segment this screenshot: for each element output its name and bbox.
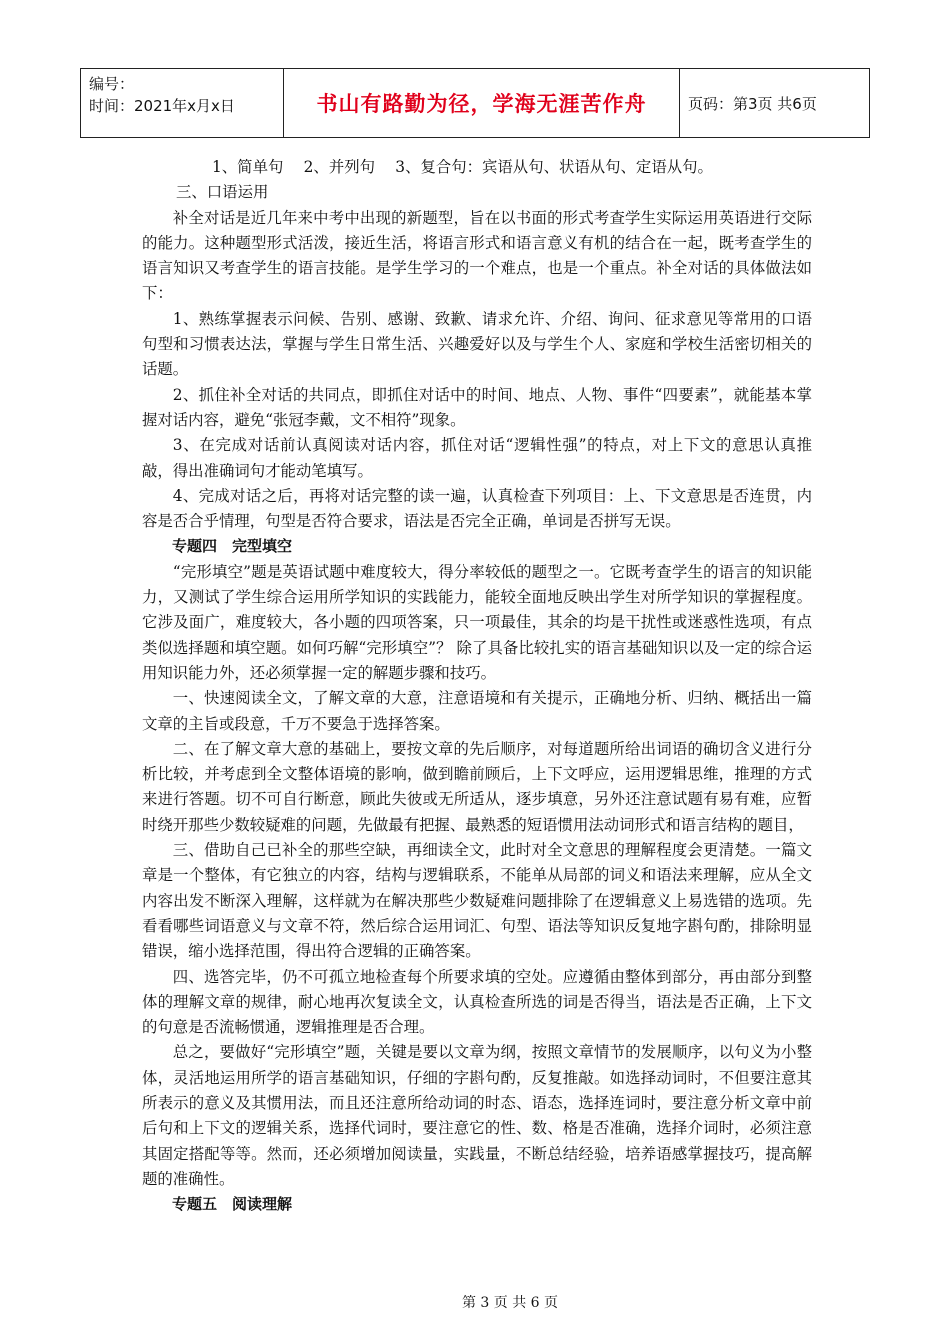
header-motto-cell bbox=[284, 69, 680, 137]
paragraph-cloze-step-1: 一、快速阅读全文，了解文章的大意，注意语境和有关提示，正确地分析、归纳、概括出一篇文章的主旨或段意，千万不要急于选择答案。 bbox=[142, 689, 812, 733]
topic-5-heading: 专题五 阅读理解 bbox=[172, 1195, 293, 1214]
section-title-spoken-english: 三、口语运用 bbox=[176, 183, 269, 202]
header-motto: 书山有路勤为径，学海无涯苦作舟 bbox=[316, 92, 647, 116]
header-meta bbox=[81, 69, 284, 137]
paragraph-cloze-step-4: 四、选答完毕，仍不可孤立地检查每个所要求填的空处。应遵循由整体到部分，再由部分到整体的理解文章的规律，耐心地再次复读全文，认真检查所选的词是否得当，语法是否正确，上下文的句意是否流畅惯通，逻辑推理是否合理。 bbox=[142, 967, 812, 1037]
topic-4-heading: 专题四 完型填空 bbox=[172, 537, 293, 556]
header-page-label: 页码：第3页 共6页 bbox=[688, 94, 817, 113]
paragraph-dialogue-tip-1: 1、熟练掌握表示问候、告别、感谢、致歉、请求允许、介绍、询问、征求意见等常用的口语句型和习惯表达法，掌握与学生日常生活、兴趣爱好以及与学生个人、家庭和学校生活密切相关的话题。 bbox=[142, 309, 812, 379]
page-footer: 第 3 页 共 6 页 bbox=[461, 1295, 559, 1311]
sentence-types-line: 1、简单句 2、并列句 3、复合句：宾语从句、状语从句、定语从句。 bbox=[212, 158, 713, 176]
paragraph-cloze-step-2: 二、在了解文章大意的基础上，要按文章的先后顺序，对每道题所给出词语的确切含义进行分析比较，并考虑到全文整体语境的影响，做到瞻前顾后，上下文呼应，运用逻辑思维，推理的方式来进行答题。切不可自行断意，顾此失彼或无所适从，逐步填意，另外还注意试题有易有难，应暂时绕开那些少数较疑难的问题，先做最有把握、最熟悉的短语惯用法动词形式和语言结构的题目， bbox=[142, 739, 812, 834]
document-header bbox=[80, 68, 870, 138]
paragraph-dialogue-tip-2: 2、抓住补全对话的共同点，即抓住对话中的时间、地点、人物、事件“四要素”，就能基本掌握对话内容，避免“张冠李戴，文不相符”现象。 bbox=[142, 385, 812, 429]
header-page-cell bbox=[680, 69, 869, 137]
paragraph-dialogue-tip-4: 4、完成对话之后，再将对话完整的读一遍，认真检查下列项目：上、下文意思是否连贯，内容是否合乎情理，句型是否符合要求，语法是否完全正确，单词是否拼写无误。 bbox=[142, 486, 812, 531]
paragraph-cloze-step-3: 三、借助自己已补全的那些空缺，再细读全文，此时对全文意思的理解程度会更清楚。一篇文章是一个整体，有它独立的内容，结构与逻辑联系，不能单从局部的词义和语法来理解，应从全文内容出发不断深入理解，这样就为在解决那些少数疑难问题排除了在逻辑意义上易选错的选项。先看看哪些词语意义与文章不符，然后综合运用词汇、句型、语法等知识反复地字斟句酌，排除明显错误，缩小选择范围，得出符合逻辑的正确答案。 bbox=[142, 841, 812, 961]
paragraph-dialogue-intro: 补全对话是近几年来中考中出现的新题型，旨在以书面的形式考查学生实际运用英语进行交际的能力。这种题型形式活泼，接近生活，将语言形式和语言意义有机的结合在一起，既考查学生的语言知识又考查学生的语言技能。是学生学习的一个难点，也是一个重点。补全对话的具体做法如下： bbox=[142, 208, 812, 303]
doc-time-label: 时间：2021年x月x日 bbox=[89, 97, 235, 115]
paragraph-dialogue-tip-3: 3、在完成对话前认真阅读对话内容，抓住对话“逻辑性强”的特点，对上下文的意思认真推敲，得出准确词句才能动笔填写。 bbox=[142, 436, 812, 480]
paragraph-cloze-intro: “完形填空”题是英语试题中难度较大，得分率较低的题型之一。它既考查学生的语言的知识能力，又测试了学生综合运用所学知识的实践能力，能较全面地反映出学生对所学知识的掌握程度。它涉及面广，难度较大，各小题的四项答案，只一项最佳，其余的均是干扰性或迷惑性选项，有点类似选择题和填空题。如何巧解“完形填空”？ 除了具备比较扎实的语言基础知识以及一定的综合运用知识能力外，还必须掌握一定的解题步骤和技巧。 bbox=[142, 562, 812, 682]
document-body bbox=[142, 155, 812, 1217]
doc-number-label: 编号： bbox=[89, 75, 135, 93]
paragraph-cloze-summary: 总之，要做好“完形填空”题，关键是要以文章为纲，按照文章情节的发展顺序，以句义为小整体，灵活地运用所学的语言基础知识，仔细的字斟句酌，反复推敲。如选择动词时，不但要注意其所表示的意义及其惯用法，而且还注意所给动词的时态、语态，选择连词时，要注意分析文章中前后句和上下文的逻辑关系，选择代词时，要注意它的性、数、格是否准确，选择介词时，必须注意其固定搭配等等。然而，还必须增加阅读量，实践量，不断总结经验，培养语感掌握技巧，提高解题的准确性。 bbox=[142, 1043, 812, 1188]
